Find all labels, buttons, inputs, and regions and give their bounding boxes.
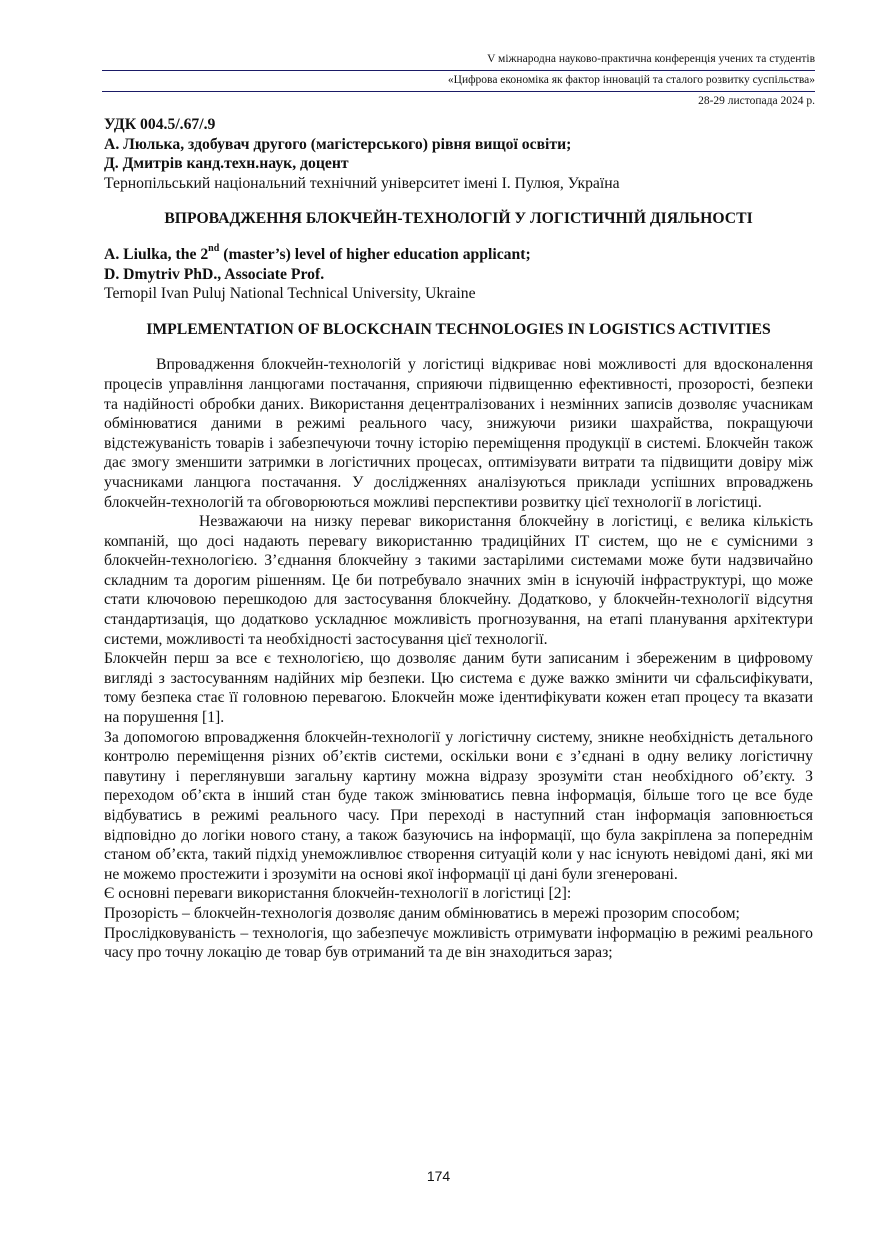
header-divider	[102, 91, 815, 92]
author-en-2: D. Dmytriv PhD., Associate Prof.	[104, 265, 325, 283]
conference-theme: «Цифрова економіка як фактор інновацій та сталого розвитку суспільства»	[447, 74, 815, 86]
page-number: 174	[426, 1168, 451, 1184]
udk-code: УДК 004.5/.67/.9	[104, 116, 216, 133]
paragraph: За допомогою впровадження блокчейн-технології у логістичну систему, зникне необхідність детального контролю переміщення різних об’єктів системи, оскільки вони є з’єднані в одну велику логістичну павутину і переглянувши загальну картину можна відразу зрозуміти стан необхідного об’єкту. З переходом об’єкта в інший стан буде також змінюватись певна інформація, більше того це все буде відбуватись в режимі реального часу. При переході в наступний стан інформація заповнюється відповідно до логіки нового стану, а також базуючись на інформації, що була закріплена за попереднім станом об’єкта, такий підхід унеможливлює створення ситуацій коли у нас існують невідомі дані, які ми не можемо простежити і зрозуміти на основі якої інформації ці дані були згенеровані.	[104, 728, 813, 883]
paragraph: Є основні переваги використання блокчейн-технології в логістиці [2]:	[104, 885, 572, 903]
paragraph: Блокчейн перш за все є технологією, що дозволяє даним бути записаним і збереженим в цифровому вигляді з застосуванням надійних мір безпеки. Цю система є дуже важко змінити чи сфальсифікувати, тому безпека стає її головною перевагою. Блокчейн може ідентифікувати кожен етап процесу та вказати на порушення [1].	[104, 650, 813, 727]
header-divider	[102, 70, 815, 71]
conference-name: V міжнародна науково-практична конференція учених та студентів	[487, 53, 815, 65]
conference-date: 28-29 листопада 2024 р.	[698, 95, 815, 107]
affiliation-ua: Тернопільський національний технічний університет імені І. Пулюя, Україна	[104, 174, 620, 192]
affiliation-en: Ternopil Ivan Puluj National Technical University, Ukraine	[104, 285, 476, 303]
title-en: IMPLEMENTATION OF BLOCKCHAIN TECHNOLOGIES IN LOGISTICS ACTIVITIES	[146, 320, 771, 338]
title-ua: ВПРОВАДЖЕННЯ БЛОКЧЕЙН-ТЕХНОЛОГІЙ У ЛОГІСТИЧНІЙ ДІЯЛЬНОСТІ	[164, 210, 753, 228]
list-item: Прослідковуваність – технологія, що забезпечує можливість отримувати інформацію в режимі реального часу про точну локацію де товар був отриманий та де він знаходиться зараз;	[104, 924, 813, 962]
paragraph: Впровадження блокчейн-технологій у логістиці відкриває нові можливості для вдосконалення процесів управління ланцюгами постачання, сприяючи підвищенню ефективності, прозорості, безпеки та надійності обробки даних. Використання децентралізованих і незмінних записів дозволяє учасникам обмінюватися даними в режимі реального часу, знижуючи ризики шахрайства, покращуючи відстежуваність товарів і забезпечуючи точну історію переміщення продукції в системі. Блокчейн також дає змогу зменшити затримки в логістичних процесах, оптимізувати витрати та підвищити довіру між учасниками ланцюга постачання. У дослідженнях аналізуються приклади успішних впроваджень блокчейн-технологій та обговорюються можливі перспективи розвитку цієї технології в логістиці.	[104, 356, 813, 511]
paper-body	[104, 115, 813, 963]
paragraph: Незважаючи на низку переваг використання блокчейну в логістиці, є велика кількість компаній, що досі надають перевагу використанню традиційних ІТ систем, що не є сумісними з блокчейн-технологією. З’єднання блокчейну з такими застарілими системами може бути надзвичайно складним та дорогим рішенням. Це би потребувало значних змін в існуючій інфраструктурі, що може стати ключовою перешкодою для застосування блокчейну. Додатково, у блокчейн-технології відсутня стандартизація, що додатково ускладнює можливість прогнозування, на етапі планування архітектури системи, можливості та необхідності застосування цієї технології.	[104, 513, 813, 648]
author-ua-2: Д. Дмитрів канд.техн.наук, доцент	[104, 155, 349, 173]
author-en-1: A. Liulka, the 2nd (master’s) level of higher education applicant;	[104, 242, 531, 263]
list-item: Прозорість – блокчейн-технологія дозволяє даним обмінюватись в мережі прозорим способом;	[104, 904, 740, 922]
author-ua-1: А. Люлька, здобувач другого (магістерського) рівня вищої освіти;	[104, 135, 572, 153]
